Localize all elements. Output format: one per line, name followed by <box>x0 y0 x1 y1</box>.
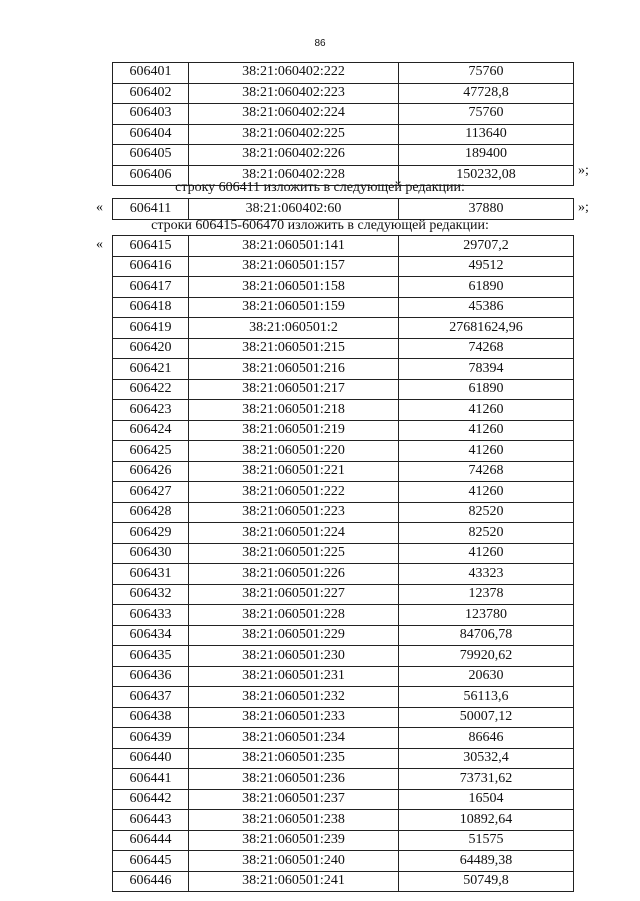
row-number-cell: 606430 <box>113 543 189 564</box>
row-number-cell: 606441 <box>113 769 189 790</box>
value-cell: 47728,8 <box>399 83 574 104</box>
cadastral-number-cell: 38:21:060501:239 <box>189 830 399 851</box>
opening-quote: « <box>96 237 103 252</box>
table-row <box>113 104 574 125</box>
cadastral-number-cell: 38:21:060402:225 <box>189 124 399 145</box>
row-number-cell: 606405 <box>113 145 189 166</box>
value-cell: 56113,6 <box>399 687 574 708</box>
cadastral-number-cell: 38:21:060501:217 <box>189 379 399 400</box>
cadastral-number-cell: 38:21:060501:215 <box>189 338 399 359</box>
value-cell: 150232,08 <box>399 165 574 186</box>
value-cell: 123780 <box>399 605 574 626</box>
table-row-606411 <box>112 198 574 220</box>
value-cell: 29707,2 <box>399 236 574 257</box>
opening-quote: « <box>96 200 103 215</box>
cadastral-number-cell: 38:21:060402:228 <box>189 165 399 186</box>
value-cell: 84706,78 <box>399 625 574 646</box>
table-row <box>113 338 574 359</box>
value-cell: 113640 <box>399 124 574 145</box>
cadastral-number-cell: 38:21:060501:236 <box>189 769 399 790</box>
value-cell: 43323 <box>399 564 574 585</box>
value-cell: 50749,8 <box>399 871 574 892</box>
cadastral-number-cell: 38:21:060501:241 <box>189 871 399 892</box>
instruction-text: строки 606415-606470 изложить в следующей редакции: <box>151 218 489 233</box>
cadastral-number-cell: 38:21:060501:225 <box>189 543 399 564</box>
table-row <box>113 564 574 585</box>
value-cell: 12378 <box>399 584 574 605</box>
table-row <box>113 687 574 708</box>
table-row <box>113 769 574 790</box>
row-number-cell: 606431 <box>113 564 189 585</box>
table-row <box>113 379 574 400</box>
cadastral-number-cell: 38:21:060501:237 <box>189 789 399 810</box>
instruction-text: строку 606411 изложить в следующей редакции: <box>175 180 465 195</box>
cadastral-number-cell: 38:21:060501:159 <box>189 297 399 318</box>
table-row <box>113 420 574 441</box>
table-row <box>113 400 574 421</box>
value-cell: 50007,12 <box>399 707 574 728</box>
row-number-cell: 606422 <box>113 379 189 400</box>
value-cell: 41260 <box>399 441 574 462</box>
cadastral-number-cell: 38:21:060501:158 <box>189 277 399 298</box>
value-cell: 27681624,96 <box>399 318 574 339</box>
value-cell: 74268 <box>399 461 574 482</box>
row-number-cell: 606428 <box>113 502 189 523</box>
row-number-cell: 606435 <box>113 646 189 667</box>
row-number-cell: 606401 <box>113 63 189 84</box>
table-row <box>113 199 574 220</box>
value-cell: 41260 <box>399 400 574 421</box>
value-cell: 30532,4 <box>399 748 574 769</box>
cadastral-number-cell: 38:21:060501:235 <box>189 748 399 769</box>
table-row <box>113 318 574 339</box>
table-row <box>113 646 574 667</box>
row-number-cell: 606434 <box>113 625 189 646</box>
row-number-cell: 606423 <box>113 400 189 421</box>
table-row <box>113 830 574 851</box>
row-number-cell: 606411 <box>113 199 189 220</box>
closing-quote: »; <box>578 163 589 178</box>
value-cell: 51575 <box>399 830 574 851</box>
value-cell: 41260 <box>399 482 574 503</box>
cadastral-number-cell: 38:21:060501:216 <box>189 359 399 380</box>
cadastral-number-cell: 38:21:060501:234 <box>189 728 399 749</box>
cadastral-number-cell: 38:21:060501:223 <box>189 502 399 523</box>
value-cell: 82520 <box>399 502 574 523</box>
cadastral-number-cell: 38:21:060402:222 <box>189 63 399 84</box>
value-cell: 20630 <box>399 666 574 687</box>
cadastral-number-cell: 38:21:060501:218 <box>189 400 399 421</box>
table-row <box>113 728 574 749</box>
value-cell: 86646 <box>399 728 574 749</box>
table-row <box>113 359 574 380</box>
table-row <box>113 523 574 544</box>
table-row <box>113 83 574 104</box>
table-row <box>113 236 574 257</box>
table-row <box>113 871 574 892</box>
table-row <box>113 789 574 810</box>
cadastral-number-cell: 38:21:060501:232 <box>189 687 399 708</box>
row-number-cell: 606427 <box>113 482 189 503</box>
table-row <box>113 810 574 831</box>
cadastral-number-cell: 38:21:060402:60 <box>189 199 399 220</box>
table-row <box>113 543 574 564</box>
value-cell: 49512 <box>399 256 574 277</box>
cadastral-number-cell: 38:21:060501:219 <box>189 420 399 441</box>
value-cell: 45386 <box>399 297 574 318</box>
row-number-cell: 606440 <box>113 748 189 769</box>
value-cell: 78394 <box>399 359 574 380</box>
value-cell: 10892,64 <box>399 810 574 831</box>
row-number-cell: 606418 <box>113 297 189 318</box>
value-cell: 73731,62 <box>399 769 574 790</box>
row-number-cell: 606444 <box>113 830 189 851</box>
table-row <box>113 297 574 318</box>
row-number-cell: 606424 <box>113 420 189 441</box>
row-number-cell: 606445 <box>113 851 189 872</box>
page-number: 86 <box>314 38 326 49</box>
cadastral-number-cell: 38:21:060501:141 <box>189 236 399 257</box>
cadastral-number-cell: 38:21:060501:228 <box>189 605 399 626</box>
cadastral-number-cell: 38:21:060501:227 <box>189 584 399 605</box>
value-cell: 75760 <box>399 104 574 125</box>
row-number-cell: 606436 <box>113 666 189 687</box>
row-number-cell: 606402 <box>113 83 189 104</box>
table-row <box>113 707 574 728</box>
cadastral-number-cell: 38:21:060501:226 <box>189 564 399 585</box>
table-row <box>113 482 574 503</box>
cadastral-number-cell: 38:21:060501:157 <box>189 256 399 277</box>
value-cell: 82520 <box>399 523 574 544</box>
row-number-cell: 606420 <box>113 338 189 359</box>
cadastral-number-cell: 38:21:060501:224 <box>189 523 399 544</box>
cadastral-number-cell: 38:21:060501:231 <box>189 666 399 687</box>
row-number-cell: 606438 <box>113 707 189 728</box>
row-number-cell: 606429 <box>113 523 189 544</box>
value-cell: 79920,62 <box>399 646 574 667</box>
row-number-cell: 606426 <box>113 461 189 482</box>
cadastral-number-cell: 38:21:060501:238 <box>189 810 399 831</box>
row-number-cell: 606433 <box>113 605 189 626</box>
value-cell: 61890 <box>399 277 574 298</box>
row-number-cell: 606425 <box>113 441 189 462</box>
table-row <box>113 63 574 84</box>
value-cell: 41260 <box>399 420 574 441</box>
table-row <box>113 277 574 298</box>
cadastral-number-cell: 38:21:060501:220 <box>189 441 399 462</box>
row-number-cell: 606417 <box>113 277 189 298</box>
cadastral-number-cell: 38:21:060501:221 <box>189 461 399 482</box>
table-row <box>113 625 574 646</box>
cadastral-number-cell: 38:21:060402:226 <box>189 145 399 166</box>
table-row <box>113 256 574 277</box>
table-row <box>113 461 574 482</box>
value-cell: 75760 <box>399 63 574 84</box>
table-row <box>113 748 574 769</box>
table-row <box>113 502 574 523</box>
cadastral-number-cell: 38:21:060501:240 <box>189 851 399 872</box>
row-number-cell: 606432 <box>113 584 189 605</box>
row-number-cell: 606446 <box>113 871 189 892</box>
cadastral-number-cell: 38:21:060402:224 <box>189 104 399 125</box>
value-cell: 37880 <box>399 199 574 220</box>
value-cell: 189400 <box>399 145 574 166</box>
table-row <box>113 124 574 145</box>
value-cell: 64489,38 <box>399 851 574 872</box>
cadastral-number-cell: 38:21:060501:229 <box>189 625 399 646</box>
cadastral-number-cell: 38:21:060501:230 <box>189 646 399 667</box>
value-cell: 61890 <box>399 379 574 400</box>
row-number-cell: 606404 <box>113 124 189 145</box>
cadastral-number-cell: 38:21:060501:233 <box>189 707 399 728</box>
row-number-cell: 606419 <box>113 318 189 339</box>
value-cell: 16504 <box>399 789 574 810</box>
row-number-cell: 606421 <box>113 359 189 380</box>
table-top <box>112 62 574 186</box>
value-cell: 41260 <box>399 543 574 564</box>
table-row <box>113 584 574 605</box>
row-number-cell: 606442 <box>113 789 189 810</box>
table-main <box>112 235 574 892</box>
table-row <box>113 441 574 462</box>
row-number-cell: 606437 <box>113 687 189 708</box>
value-cell: 74268 <box>399 338 574 359</box>
table-row <box>113 666 574 687</box>
row-number-cell: 606443 <box>113 810 189 831</box>
row-number-cell: 606415 <box>113 236 189 257</box>
cadastral-number-cell: 38:21:060501:2 <box>189 318 399 339</box>
cadastral-number-cell: 38:21:060501:222 <box>189 482 399 503</box>
row-number-cell: 606416 <box>113 256 189 277</box>
cadastral-number-cell: 38:21:060402:223 <box>189 83 399 104</box>
row-number-cell: 606406 <box>113 165 189 186</box>
row-number-cell: 606403 <box>113 104 189 125</box>
row-number-cell: 606439 <box>113 728 189 749</box>
table-row <box>113 851 574 872</box>
table-row <box>113 605 574 626</box>
closing-quote: »; <box>578 200 589 215</box>
table-row <box>113 145 574 166</box>
